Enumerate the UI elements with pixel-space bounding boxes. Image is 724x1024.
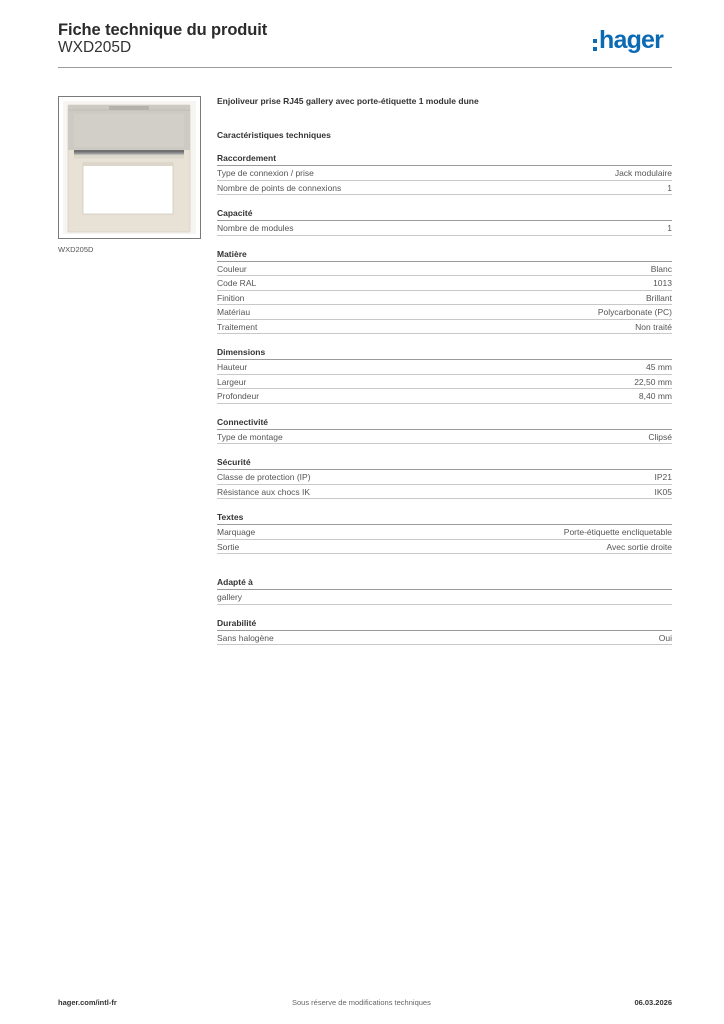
- spec-row: [217, 320, 672, 335]
- spec-row: [217, 221, 672, 236]
- spec-row: [217, 262, 672, 277]
- spec-row: [217, 485, 672, 500]
- spec-label: Sans halogène: [217, 632, 274, 643]
- spec-value: 45 mm: [646, 362, 672, 372]
- spec-label: Type de montage: [217, 431, 283, 442]
- spec-row: [217, 525, 672, 540]
- logo-colon-mark: [593, 39, 597, 51]
- product-image-frame: [58, 96, 201, 239]
- spec-group: [217, 346, 672, 404]
- spec-row: [217, 360, 672, 375]
- spec-value: Porte-étiquette encliquetable: [563, 527, 672, 537]
- spec-value: Blanc: [650, 263, 672, 274]
- product-description: Enjoliveur prise RJ45 gallery avec porte-étiquette 1 module dune: [217, 96, 479, 106]
- spec-value: Avec sortie droite: [606, 541, 672, 552]
- spec-group-title: Dimensions: [217, 346, 672, 360]
- spec-group-title: Connectivité: [217, 416, 672, 430]
- spec-label: Profondeur: [217, 391, 260, 401]
- spec-value: 1013: [653, 278, 672, 288]
- product-image: [63, 101, 196, 234]
- spec-value: Clipsé: [648, 431, 672, 442]
- spec-row: [217, 470, 672, 485]
- spec-label: Code RAL: [217, 278, 257, 288]
- spec-row: [217, 430, 672, 445]
- spec-row: [217, 291, 672, 306]
- hager-logo[interactable]: [593, 28, 663, 58]
- spec-value: Non traité: [635, 321, 672, 332]
- spec-row: [217, 276, 672, 291]
- product-reference: WXD205D: [58, 39, 132, 56]
- spec-value: Jack modulaire: [614, 168, 672, 178]
- spec-group-title: Adapté à: [217, 576, 672, 590]
- spec-group: [217, 511, 672, 554]
- spec-group-title: Durabilité: [217, 617, 672, 631]
- spec-value: Polycarbonate (PC): [597, 307, 672, 317]
- spec-row: [217, 590, 672, 605]
- spec-row: [217, 181, 672, 196]
- logo-wordmark: hager: [599, 26, 664, 54]
- spec-label: Type de connexion / prise: [217, 168, 314, 178]
- spec-group: [217, 248, 672, 335]
- footer-disclaimer: Sous réserve de modifications techniques: [292, 998, 431, 1007]
- spec-row: [217, 375, 672, 390]
- spec-label: Classe de protection (IP): [217, 472, 311, 482]
- spec-value: IK05: [654, 486, 672, 497]
- spec-label: Hauteur: [217, 362, 248, 372]
- spec-value: 1: [667, 223, 672, 233]
- spec-group-title: Raccordement: [217, 152, 672, 166]
- spec-group-title: Textes: [217, 511, 672, 525]
- spec-group: [217, 617, 672, 646]
- spec-row: [217, 540, 672, 555]
- spec-label: Nombre de points de connexions: [217, 182, 342, 193]
- spec-label: gallery: [217, 592, 243, 602]
- footer-date: 06.03.2026: [634, 998, 672, 1007]
- spec-value: 8,40 mm: [638, 391, 672, 401]
- spec-label: Nombre de modules: [217, 223, 294, 233]
- spec-value: Oui: [658, 632, 672, 643]
- spec-group: [217, 456, 672, 499]
- spec-value: Brillant: [646, 292, 672, 303]
- spec-row: [217, 305, 672, 320]
- section-title: Caractéristiques techniques: [217, 130, 331, 140]
- spec-label: Résistance aux chocs IK: [217, 486, 311, 497]
- spec-groups: [217, 152, 672, 645]
- spec-value: 22,50 mm: [634, 376, 672, 387]
- header-divider: [58, 67, 672, 68]
- spec-label: Largeur: [217, 376, 247, 387]
- spec-label: Matériau: [217, 307, 251, 317]
- spec-group: [217, 207, 672, 236]
- spec-content: [217, 95, 672, 645]
- spec-group: [217, 576, 672, 605]
- spec-row: [217, 631, 672, 646]
- document-title: Fiche technique du produit: [58, 21, 268, 39]
- spec-label: Marquage: [217, 527, 256, 537]
- spec-row: [217, 166, 672, 181]
- spec-label: Finition: [217, 292, 245, 303]
- image-caption: WXD205D: [58, 245, 94, 254]
- spec-group: [217, 152, 672, 195]
- footer-website-link[interactable]: hager.com/intl-fr: [58, 998, 117, 1007]
- spec-label: Traitement: [217, 321, 258, 332]
- spec-group: [217, 416, 672, 445]
- spec-value: 1: [667, 182, 672, 193]
- spec-label: Sortie: [217, 541, 240, 552]
- spec-group-title: Matière: [217, 248, 672, 262]
- spec-label: Couleur: [217, 263, 247, 274]
- spec-value: IP21: [654, 472, 672, 482]
- spec-row: [217, 389, 672, 404]
- spec-group-title: Sécurité: [217, 456, 672, 470]
- spec-group-title: Capacité: [217, 207, 672, 221]
